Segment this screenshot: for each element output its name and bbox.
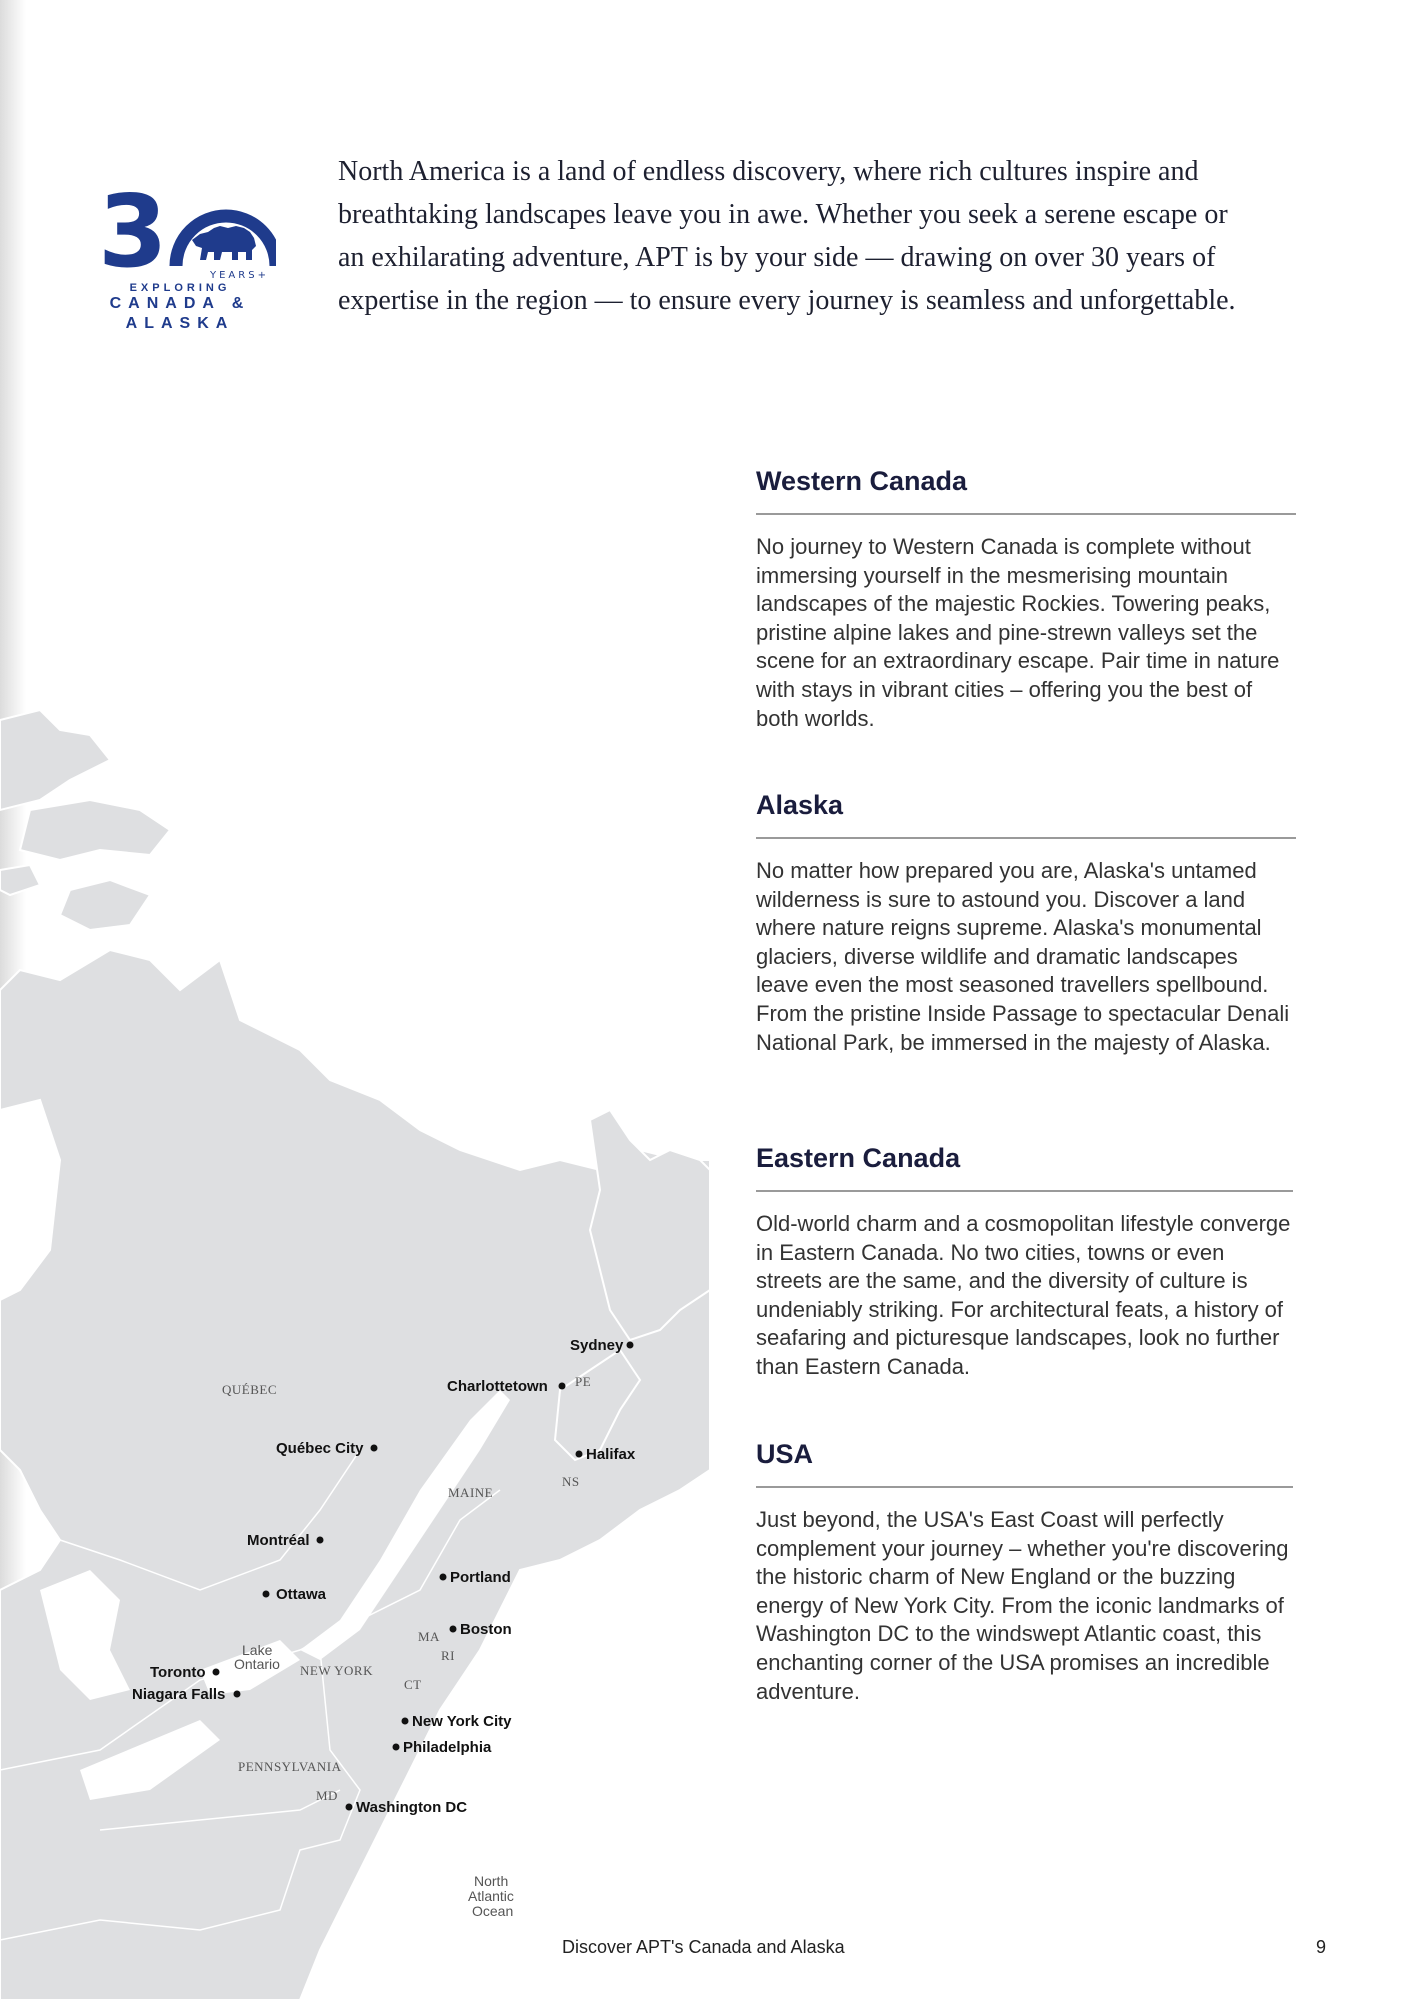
- logo-line-exploring: EXPLORING: [129, 282, 231, 294]
- section-body: No matter how prepared you are, Alaska's untamed wilderness is sure to astound you. Discover a land where nature reigns supreme. Alaska's monumental glaciers, diverse wildlife and dramatic landscapes leave even the most seasoned travellers spellbound. From the pristine Inside Passage to spectacular Denali National Park, be immersed in the majesty of Alaska.: [756, 858, 1290, 1055]
- logo-caption: [96, 282, 264, 334]
- logo-number-three: 3: [98, 173, 168, 290]
- ocean-label-3: Ocean: [472, 1903, 514, 1919]
- section-body: Old-world charm and a cosmopolitan lifestyle converge in Eastern Canada. No two cities, towns or even streets are the same, and the diversity of culture is undeniably striking. For architectural feats, a history of seafaring and picturesque landscapes, look no further than Eastern Canada.: [756, 1211, 1291, 1379]
- city-label: Washington DC: [356, 1799, 468, 1816]
- map-city-portland: [440, 1569, 511, 1586]
- city-label: Toronto: [150, 1664, 206, 1681]
- city-label: Philadelphia: [403, 1739, 492, 1756]
- map-island-small: [0, 865, 40, 895]
- lake-ontario-label-2: Ontario: [234, 1656, 280, 1672]
- section-western-canada: [756, 466, 1296, 733]
- map-city-niagara: [132, 1686, 241, 1703]
- ocean-label-1: North: [474, 1873, 509, 1889]
- eastern-north-america-map: [0, 690, 710, 2000]
- intro-paragraph: North America is a land of endless discovery, where rich cultures inspire and breathtaking landscapes leave you in awe. Whether you seek a serene escape or an exhilarating adventure, APT is by your side — drawing on over 30 years of expertise in the region — to ensure every journey is seamless and unforgettable.: [338, 156, 1236, 316]
- map-island-north: [20, 800, 170, 860]
- region-ns: NS: [562, 1474, 580, 1489]
- map-island-north-west: [0, 710, 110, 810]
- city-label: Boston: [460, 1621, 512, 1638]
- section-body: No journey to Western Canada is complete without immersing yourself in the mesmerising mountain landscapes of the majestic Rockies. Towering peaks, pristine alpine lakes and pine-strewn valleys set the scene for an extraordinary escape. Pair time in nature with stays in vibrant cities – offering you the best of both worlds.: [756, 534, 1280, 731]
- region-maine: MAINE: [448, 1485, 494, 1500]
- city-label: Québec City: [276, 1440, 364, 1457]
- map-city-nyc: [402, 1713, 513, 1730]
- bear-icon: [192, 226, 256, 260]
- page-number: 9: [1316, 1937, 1327, 1957]
- map-city-quebec: [276, 1440, 378, 1457]
- section-title: Alaska: [756, 790, 1296, 839]
- city-label: Ottawa: [276, 1586, 327, 1603]
- city-label: Charlottetown: [447, 1378, 548, 1395]
- logo-line-alaska: ALASKA: [125, 315, 235, 332]
- section-title: Western Canada: [756, 466, 1296, 515]
- region-pennsylvania: PENNSYLVANIA: [238, 1759, 342, 1774]
- footer-title: Discover APT's Canada and Alaska: [562, 1937, 845, 1957]
- map-mainland: [0, 950, 710, 2000]
- logo-line-canada: CANADA &: [109, 295, 251, 312]
- map-city-charlottetown: [447, 1378, 566, 1395]
- city-label: Halifax: [586, 1446, 636, 1463]
- ocean-label-2: Atlantic: [468, 1888, 514, 1904]
- city-label: Niagara Falls: [132, 1686, 226, 1703]
- section-body: Just beyond, the USA's East Coast will perfectly complement your journey – whether you're discovering the historic charm of New England or the buzzing energy of New York City. From the iconic landmarks of Washington DC to the windswept Atlantic coast, this enchanting corner of the USA promises an incredible adventure.: [756, 1507, 1289, 1704]
- map-island-southampton: [60, 880, 150, 930]
- region-pe: PE: [575, 1374, 592, 1389]
- region-ri: RI: [441, 1648, 455, 1663]
- section-usa: [756, 1439, 1293, 1706]
- logo-years-text: YEARS+: [210, 270, 269, 281]
- city-label: New York City: [412, 1713, 512, 1730]
- city-label: Sydney: [570, 1337, 624, 1354]
- city-label: Montréal: [247, 1532, 310, 1549]
- section-alaska: [756, 790, 1296, 1057]
- map-city-philadelphia: [393, 1739, 493, 1756]
- city-label: Portland: [450, 1569, 511, 1586]
- region-new-york: NEW YORK: [300, 1663, 373, 1678]
- region-md: MD: [316, 1788, 338, 1803]
- lake-ontario-label-1: Lake: [242, 1642, 273, 1658]
- region-quebec: QUÉBEC: [222, 1382, 277, 1397]
- region-ct: CT: [404, 1677, 422, 1692]
- section-title: Eastern Canada: [756, 1143, 1293, 1192]
- section-title: USA: [756, 1439, 1293, 1488]
- map-city-washington: [346, 1799, 468, 1816]
- region-ma: MA: [418, 1629, 440, 1644]
- section-eastern-canada: [756, 1143, 1293, 1382]
